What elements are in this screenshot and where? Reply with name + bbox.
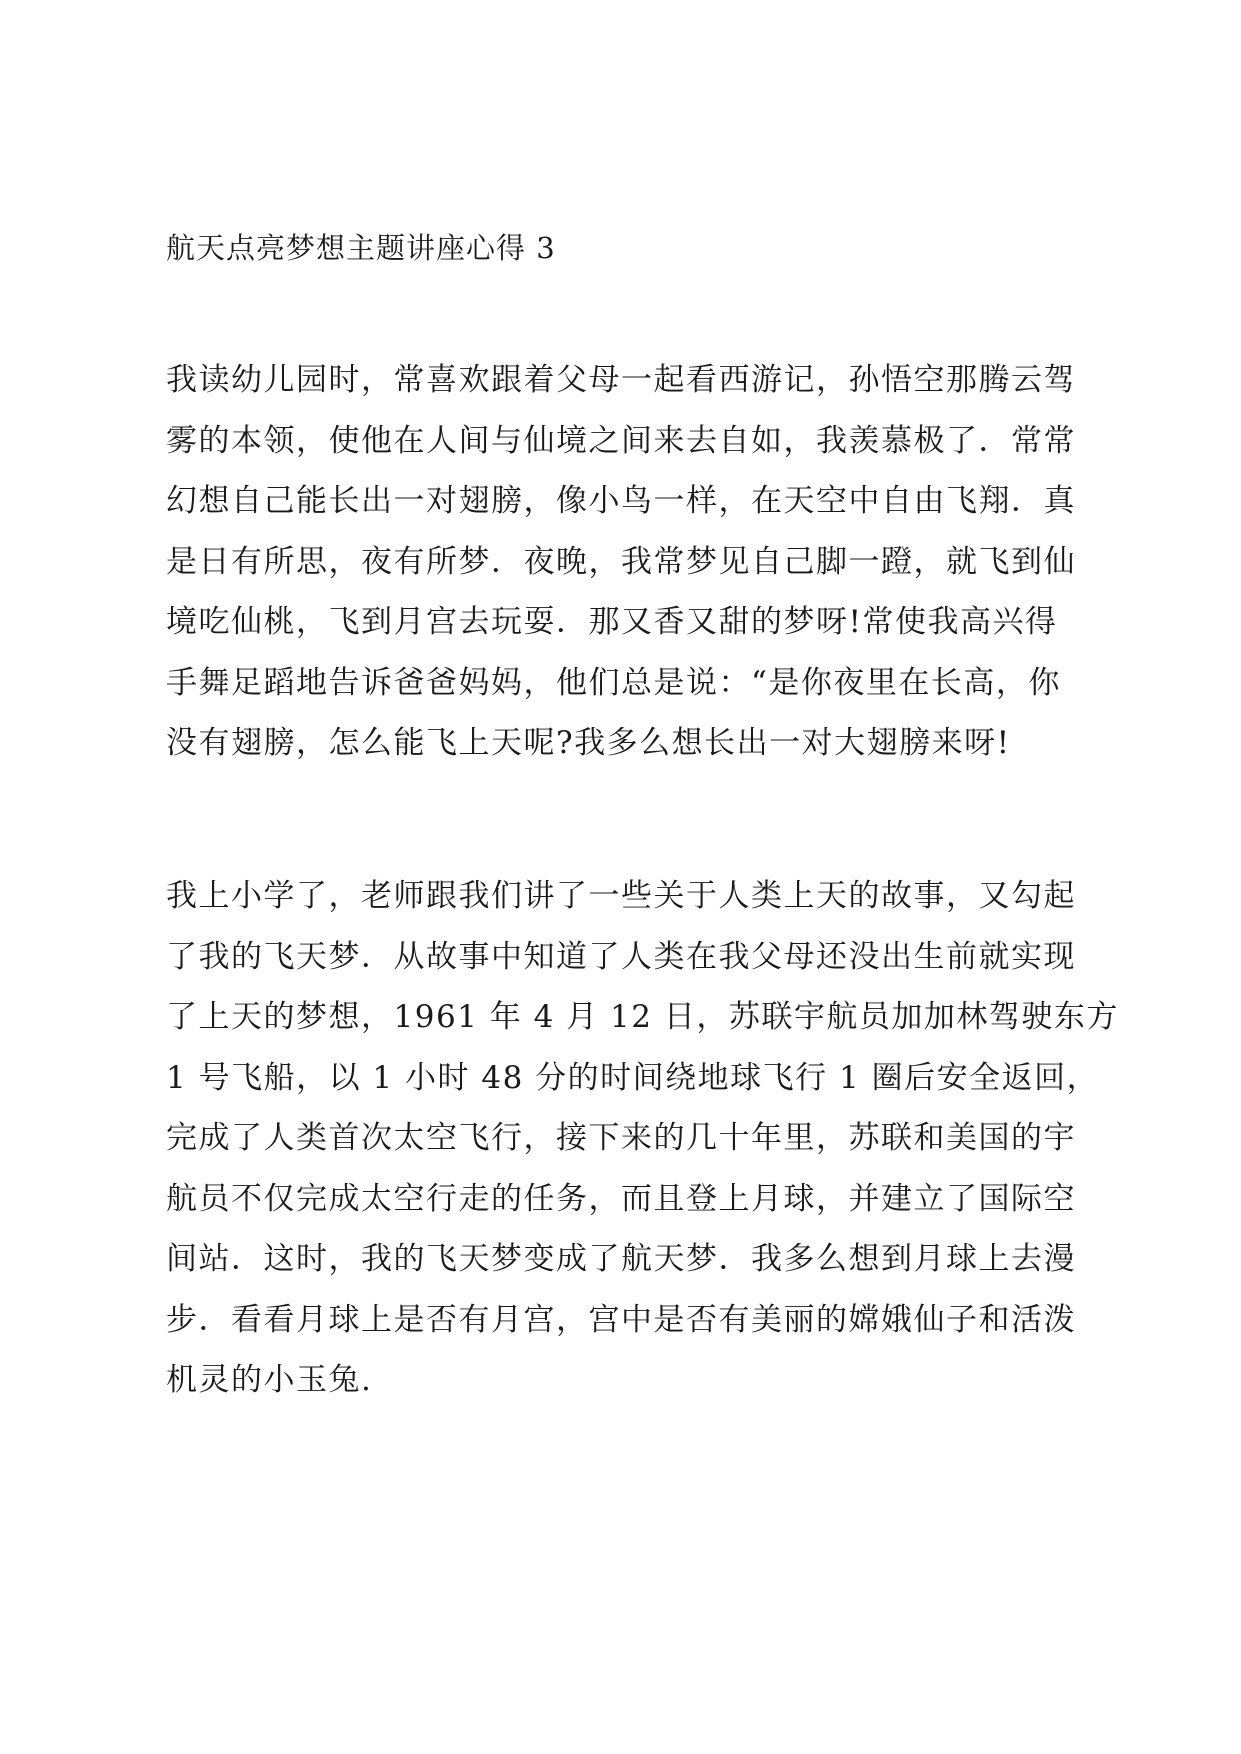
paragraph-line: 雾的本领，使他在人间与仙境之间来去自如，我羡慕极了．常常 <box>166 422 1076 459</box>
paragraph-line: 境吃仙桃，飞到月宫去玩耍．那又香又甜的梦呀!常使我高兴得 <box>166 604 1058 640</box>
paragraph-line: 了上天的梦想，1961 年 4 月 12 日，苏联宇航员加加林驾驶东方 <box>166 999 1119 1035</box>
paragraph-line: 步．看看月球上是否有月宫，宫中是否有美丽的嫦娥仙子和活泼 <box>166 1301 1076 1338</box>
paragraph-line: 航员不仅完成太空行走的任务，而且登上月球，并建立了国际空 <box>166 1180 1076 1217</box>
paragraph-line: 我读幼儿园时，常喜欢跟着父母一起看西游记，孙悟空那腾云驾 <box>166 362 1076 398</box>
document-title: 航天点亮梦想主题讲座心得 3 <box>166 231 556 265</box>
paragraph-line: 完成了人类首次太空飞行，接下来的几十年里，苏联和美国的宇 <box>166 1120 1076 1156</box>
paragraph-line: 间站．这时，我的飞天梦变成了航天梦．我多么想到月球上去漫 <box>166 1241 1076 1277</box>
paragraph-2 <box>166 866 1119 1411</box>
paragraph-line: 幻想自己能长出一对翅膀，像小鸟一样，在天空中自由飞翔．真 <box>166 483 1076 519</box>
paragraph-line: 机灵的小玉兔. <box>166 1362 373 1398</box>
paragraph-line: 手舞足蹈地告诉爸爸妈妈，他们总是说：“是你夜里在长高，你 <box>166 664 1061 701</box>
paragraph-line: 没有翅膀，怎么能飞上天呢?我多么想长出一对大翅膀来呀! <box>166 725 1011 761</box>
paragraph-line: 1 号飞船，以 1 小时 48 分的时间绕地球飞行 1 圈后安全返回， <box>166 1059 1100 1096</box>
paragraph-line: 了我的飞天梦．从故事中知道了人类在我父母还没出生前就实现 <box>166 938 1076 975</box>
paragraph-line: 我上小学了，老师跟我们讲了一些关于人类上天的故事，又勾起 <box>166 878 1076 914</box>
paragraph-1 <box>166 350 1076 774</box>
paragraph-line: 是日有所思，夜有所梦．夜晚，我常梦见自己脚一蹬，就飞到仙 <box>166 543 1076 580</box>
